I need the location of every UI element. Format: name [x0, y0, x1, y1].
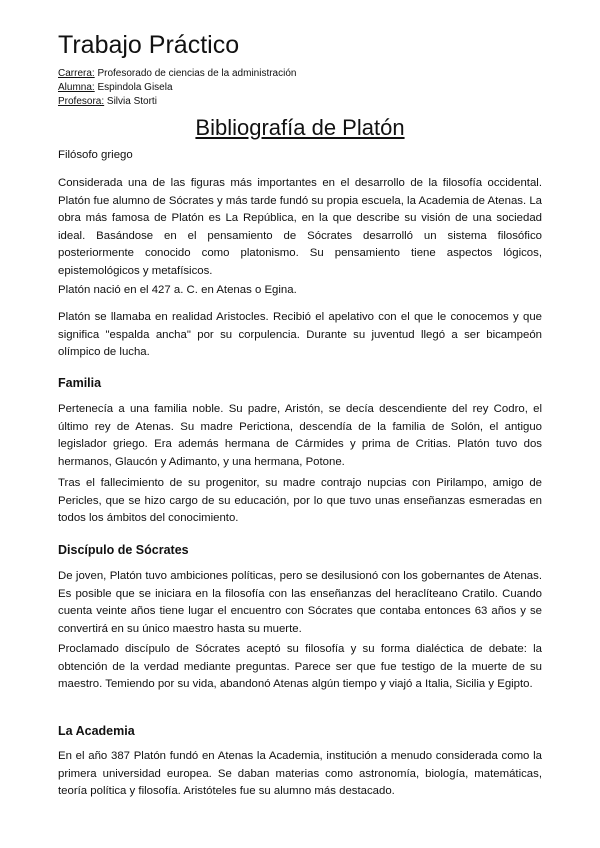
meta-value: Profesorado de ciencias de la administración: [94, 68, 297, 79]
meta-alumna: [58, 81, 173, 94]
section-heading: La Academia: [58, 724, 135, 738]
main-title: Bibliografía de Platón: [195, 115, 405, 140]
section-paragraph: Tras el fallecimiento de su progenitor, su madre contrajo nupcias con Pirilampo, amigo de Pericles, que se hizo cargo de su educación, por lo que tuvo unas enseñanzas esmeradas en todos los ámbitos del conocimiento.: [58, 477, 542, 524]
intro-paragraph: Considerada una de las figuras más importantes en el desarrollo de la filosofía occidental. Platón fue alumno de Sócrates y más tarde fundó su propia escuela, la Academia de Atenas. La obra más famosa de Platón es La República, en la que describe su visión de una sociedad ideal. Basándose en el pensamiento de Sócrates desarrolló un sistema filosófico posteriormente conocido como platonismo. Su pensamiento tiene aspectos lógicos, epistemológicos y metafísicos.: [58, 177, 542, 277]
meta-carrera: [58, 67, 296, 80]
meta-profesora: [58, 95, 157, 108]
section-paragraph: En el año 387 Platón fundó en Atenas la Academia, institución a menudo considerada como la primera universidad europea. Se daban materias como astronomía, biología, matemáticas, teoría política y filosofía. Aristóteles fue su alumno más destacado.: [58, 750, 542, 797]
meta-key: Profesora:: [58, 96, 105, 107]
intro-paragraph: Platón se llamaba en realidad Aristocles. Recibió el apelativo con el que le conocemos y que significa "espalda ancha" por su corpulencia. Durante su juventud llegó a ser bicampeón olímpico de lucha.: [58, 311, 542, 358]
section-paragraph: De joven, Platón tuvo ambiciones políticas, pero se desilusionó con los gobernantes de Atenas. Es posible que se iniciara en la filosofía con las enseñanzas del heraclíteano Cratilo. Cuando cuenta veinte años tiene lugar el encuentro con Sócrates que contaba entonces 63 años y se convertirá en su único maestro hasta su muerte.: [58, 570, 542, 635]
section-heading: Discípulo de Sócrates: [58, 543, 189, 557]
section-paragraph: Proclamado discípulo de Sócrates aceptó su filosofía y su forma dialéctica de debate: la obtención de la verdad mediante preguntas. Parece ser que fue testigo de la muerte de su maestro. Temiendo por su vida, abandonó Atenas algún tiempo y viajó a Italia, Sicilia y Egipto.: [58, 643, 542, 690]
section-paragraph: Pertenecía a una familia noble. Su padre, Aristón, se decía descendiente del rey Codro, el último rey de Atenas. Su madre Perictiona, descendía de la familia de Solón, el antiguo legislador griego. Era además hermana de Cármides y prima de Critias. Platón tuvo dos hermanos, Glaucón y Adimanto, y una hermana, Potone.: [58, 403, 542, 468]
meta-value: Silvia Storti: [104, 96, 157, 107]
subtitle: Filósofo griego: [58, 149, 133, 161]
meta-key: Alumna:: [58, 82, 95, 93]
meta-key: Carrera:: [58, 68, 95, 79]
meta-value: Espindola Gisela: [94, 82, 173, 93]
document-title: Trabajo Práctico: [58, 31, 240, 59]
section-heading: Familia: [58, 376, 102, 390]
intro-paragraph: Platón nació en el 427 a. C. en Atenas o Egina.: [58, 284, 297, 296]
